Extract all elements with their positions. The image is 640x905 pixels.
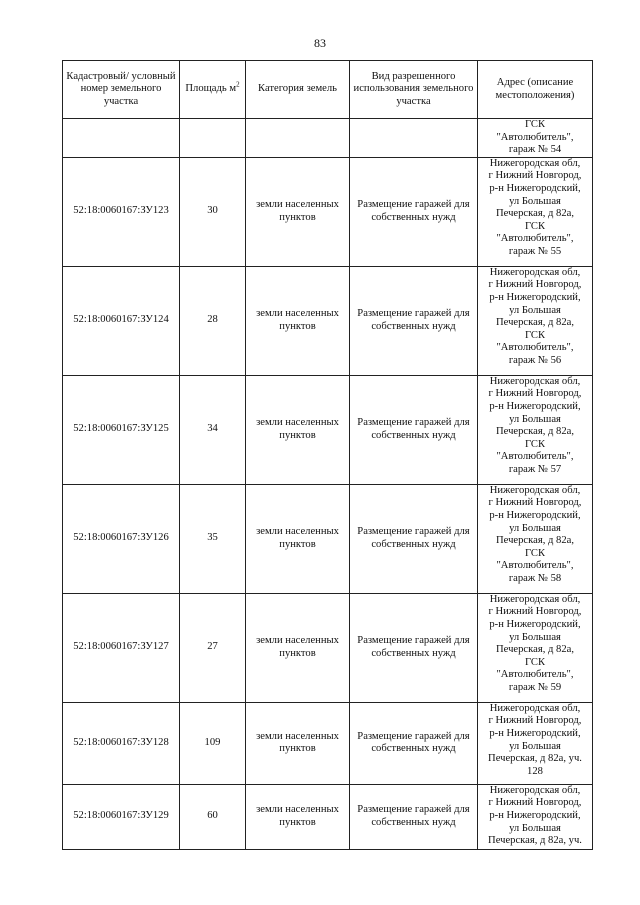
- cell-address: Нижегородская обл, г Нижний Новгород, р-н Нижегородский, ул Большая Печерская, д 82а, ГСК "Автолюбитель", гараж № 55: [478, 157, 593, 266]
- cell-address: ГСК "Автолюбитель", гараж № 54: [478, 119, 593, 158]
- cell-permitted-use: Размещение гаражей для собственных нужд: [350, 593, 478, 702]
- table-row-continuation: [63, 119, 593, 158]
- cell-area: 60: [180, 784, 246, 849]
- cell-cadastral-number: 52:18:0060167:ЗУ125: [63, 375, 180, 484]
- cell-land-category: земли населенных пунктов: [246, 784, 350, 849]
- cell-land-category: земли населенных пунктов: [246, 375, 350, 484]
- land-plots-table: [62, 60, 593, 850]
- cell-cadastral-number: 52:18:0060167:ЗУ127: [63, 593, 180, 702]
- table-row: [63, 702, 593, 784]
- header-area-label: Площадь м: [185, 83, 237, 95]
- table-row: [63, 593, 593, 702]
- header-cadastral-number: Кадастровый/ условный номер земельного участка: [63, 61, 180, 119]
- header-permitted-use: Вид разрешенного использования земельного участка: [350, 61, 478, 119]
- cell-cadastral-number: 52:18:0060167:ЗУ129: [63, 784, 180, 849]
- cell-address: Нижегородская обл, г Нижний Новгород, р-н Нижегородский, ул Большая Печерская, д 82а, ГСК "Автолюбитель", гараж № 58: [478, 484, 593, 593]
- cell-cadastral-number: 52:18:0060167:ЗУ126: [63, 484, 180, 593]
- cell-area: [180, 119, 246, 158]
- table-row: [63, 784, 593, 849]
- cell-permitted-use: Размещение гаражей для собственных нужд: [350, 702, 478, 784]
- cell-land-category: земли населенных пунктов: [246, 702, 350, 784]
- cell-cadastral-number: 52:18:0060167:ЗУ123: [63, 157, 180, 266]
- cell-address: Нижегородская обл, г Нижний Новгород, р-н Нижегородский, ул Большая Печерская, д 82а, ГСК "Автолюбитель", гараж № 56: [478, 266, 593, 375]
- cell-permitted-use: Размещение гаражей для собственных нужд: [350, 157, 478, 266]
- table-row: [63, 375, 593, 484]
- cell-area: 109: [180, 702, 246, 784]
- cell-area: 28: [180, 266, 246, 375]
- cell-permitted-use: [350, 119, 478, 158]
- cell-land-category: земли населенных пунктов: [246, 593, 350, 702]
- cell-address: Нижегородская обл, г Нижний Новгород, р-н Нижегородский, ул Большая Печерская, д 82а, ГСК "Автолюбитель", гараж № 59: [478, 593, 593, 702]
- cell-cadastral-number: 52:18:0060167:ЗУ124: [63, 266, 180, 375]
- cell-area: 30: [180, 157, 246, 266]
- header-land-category: Категория земель: [246, 61, 350, 119]
- table-row: [63, 266, 593, 375]
- cell-permitted-use: Размещение гаражей для собственных нужд: [350, 266, 478, 375]
- page-number: 83: [314, 36, 326, 50]
- table-row: [63, 157, 593, 266]
- cell-area: 34: [180, 375, 246, 484]
- header-address: Адрес (описание местоположения): [478, 61, 593, 119]
- table-header: [63, 61, 593, 119]
- table-row: [63, 484, 593, 593]
- cell-cadastral-number: [63, 119, 180, 158]
- cell-address: Нижегородская обл, г Нижний Новгород, р-н Нижегородский, ул Большая Печерская, д 82а, ГСК "Автолюбитель", гараж № 57: [478, 375, 593, 484]
- cell-land-category: земли населенных пунктов: [246, 157, 350, 266]
- cell-land-category: [246, 119, 350, 158]
- cell-permitted-use: Размещение гаражей для собственных нужд: [350, 484, 478, 593]
- cell-address: Нижегородская обл, г Нижний Новгород, р-н Нижегородский, ул Большая Печерская, д 82а, уч. 128: [478, 702, 593, 784]
- cell-permitted-use: Размещение гаражей для собственных нужд: [350, 375, 478, 484]
- cell-address: Нижегородская обл, г Нижний Новгород, р-н Нижегородский, ул Большая Печерская, д 82а, уч.: [478, 784, 593, 849]
- cell-cadastral-number: 52:18:0060167:ЗУ128: [63, 702, 180, 784]
- cell-area: 27: [180, 593, 246, 702]
- cell-permitted-use: Размещение гаражей для собственных нужд: [350, 784, 478, 849]
- cell-land-category: земли населенных пунктов: [246, 484, 350, 593]
- header-area: [180, 61, 246, 119]
- header-area-unit-superscript: 2: [236, 80, 240, 89]
- cell-land-category: земли населенных пунктов: [246, 266, 350, 375]
- cell-area: 35: [180, 484, 246, 593]
